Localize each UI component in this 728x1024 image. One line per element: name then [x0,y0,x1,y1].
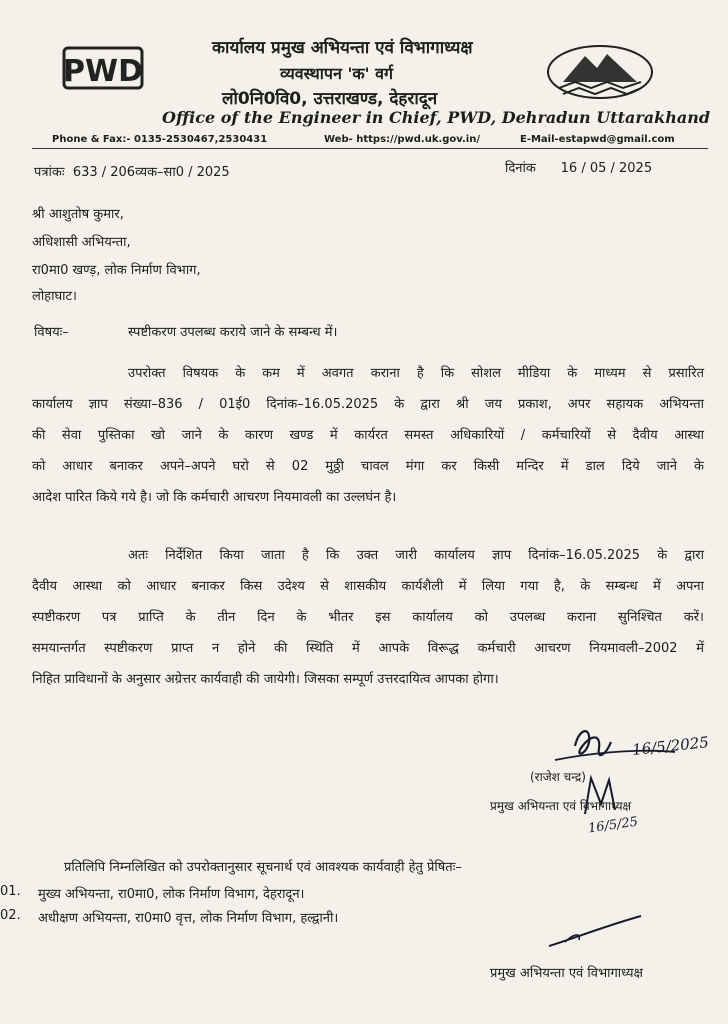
reference-label: पत्रांकः [34,165,65,180]
office-title-english: Office of the Engineer in Chief, PWD, Dehradun Uttarakhand [162,108,711,127]
copy-to-text: मुख्य अभियन्ता, रा0मा0, लोक निर्माण विभाग, देहरादून। [38,887,305,902]
addressee-line: लोहाघाट। [32,289,77,304]
letter-date [505,158,652,176]
paragraph-line: अतः निर्देशित किया जाता है कि उक्त जारी कार्यालय ज्ञाप दिनांक–16.05.2025 के द्वारा [128,548,704,563]
uttarakhand-emblem-icon [545,42,655,100]
signatory-designation: प्रमुख अभियन्ता एवं विभागाध्यक्ष [490,799,632,813]
copy-to-item [0,884,700,904]
pwd-logo [62,44,144,94]
reference-number [34,162,230,180]
paragraph-line: स्पष्टीकरण पत्र प्राप्ति के तीन दिन के भीतर इस कार्यालय को उपलब्ध कराना सुनिश्चित करें। [32,610,704,625]
paragraph-line: दैवीय आस्था को आधार बनाकर किस उदेश्य से शासकीय कार्यशैली में लिया गया है, के सम्बन्ध में अपना [32,579,704,594]
subject-label: विषयः– [34,325,69,340]
paragraph-line: को आधार बनाकर अपने–अपने घरो से 02 मुठ्ठी चावल मंगा कर किसी मन्दिर में डाल दिये जाने के [32,459,704,474]
phone-fax: Phone & Fax:- 0135-2530467,2530431 [52,134,268,145]
website-link[interactable]: Web- https://pwd.uk.gov.in/ [324,134,480,145]
footer-designation: प्रमुख अभियन्ता एवं विभागाध्यक्ष [490,966,643,981]
body-paragraph-2 [32,540,704,695]
reference-value: 633 / 206व्यक–सा0 / 2025 [72,165,230,180]
addressee-line: अधिशासी अभियन्ता, [32,235,131,250]
paragraph-line: निहित प्राविधानों के अनुसार अग्रेत्तर कार्यवाही की जायेगी। जिसका सम्पूर्ण उत्तरदायित्व आपका होगा। [32,672,499,687]
signature-date: 16/5/2025 [631,733,710,759]
paragraph-line: उपरोक्त विषयक के कम में अवगत कराना है कि सोशल मीडिया के माध्यम से प्रसारित [128,366,704,381]
body-paragraph-1 [32,358,704,513]
office-title-hindi: कार्यालय प्रमुख अभियन्ता एवं विभागाध्यक्ष [212,38,473,58]
date-value: 16 / 05 / 2025 [560,161,653,176]
email-link[interactable]: E-Mail-estapwd@gmail.com [520,134,675,145]
office-location-hindi: लो0नि0वि0, उत्तराखण्ड, देहरादून [222,89,438,109]
footer-signature-scrawl [545,912,655,952]
subject-text: स्पष्टीकरण उपलब्ध कराये जाने के सम्बन्ध में। [128,325,338,340]
office-category: व्यवस्थापन 'क' वर्ग [280,64,394,83]
paragraph-line: आदेश पारित किये गये है। जो कि कर्मचारी आचरण नियमावली का उल्लघंन है। [32,490,397,505]
signatory-name: (राजेश चन्द्र) [530,770,586,784]
copy-to-intro: प्रतिलिपि निम्नलिखित को उपरोक्तानुसार सूचनार्थ एवं आवश्यक कार्यवाही हेतु प्रेषितः– [64,860,462,875]
copy-to-number: 01. [0,884,21,899]
header-divider [32,148,708,149]
date-label: दिनांक [505,161,536,176]
paragraph-line: समयान्तर्गत स्पष्टीकरण प्राप्त न होने की स्थिति में आपके विरूद्ध कर्मचारी आचरण नियमावली–2002 में [32,641,704,656]
copy-to-text: अधीक्षण अभियन्ता, रा0मा0 वृत्त, लोक निर्माण विभाग, हल्द्वानी। [38,911,339,926]
addressee-line: रा0मा0 खण्ड़, लोक निर्माण विभाग, [32,263,201,278]
paragraph-line: की सेवा पुस्तिका खो जाने के कारण खण्ड में कार्यरत समस्त अधिकारियों / कर्मचारियों से दैवीय आस्था [32,428,704,443]
addressee-line: श्री आशुतोष कुमार, [32,207,124,222]
copy-to-number: 02. [0,908,21,923]
paragraph-line: कार्यालय ज्ञाप संख्या–836 / 01ई0 दिनांक–16.05.2025 के द्वारा श्री जय प्रकाश, अपर सहायक अभियन्ता [32,397,704,412]
initial-date: 16/5/25 [587,814,639,837]
svg-text:PWD: PWD [63,54,143,89]
